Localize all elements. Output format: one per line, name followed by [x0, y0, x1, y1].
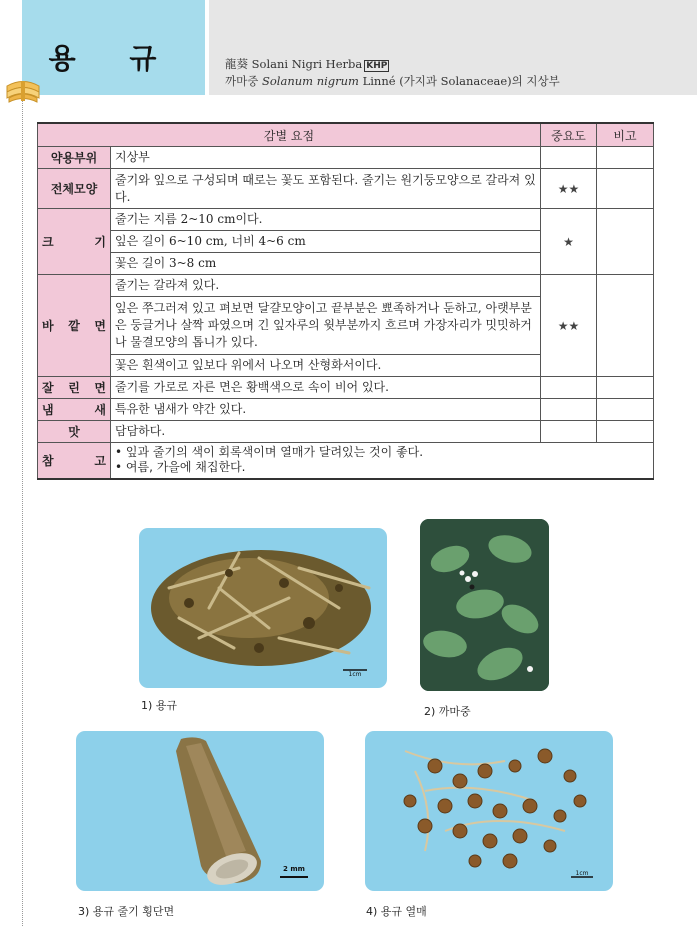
row-text-part: 지상부	[111, 147, 541, 169]
table-row	[38, 443, 654, 479]
origin-suffix: Linné (가지과 Solanaceae)의 지상부	[362, 74, 560, 88]
remarks-cell	[597, 275, 654, 377]
remarks-cell	[597, 421, 654, 443]
row-label-surface: 바 깥 면	[38, 275, 111, 377]
table-row	[38, 147, 654, 169]
dried-herb-illustration	[139, 528, 387, 688]
row-text-note	[111, 443, 654, 479]
title-box	[22, 0, 205, 95]
remarks-cell	[597, 209, 654, 275]
photo-live-plant	[420, 519, 549, 691]
col-header-remarks: 비고	[597, 123, 654, 147]
caption-4: 4) 용규 열매	[366, 905, 427, 918]
table-row	[38, 399, 654, 421]
fruits-illustration	[365, 731, 613, 891]
row-label-shape: 전체모양	[38, 169, 111, 209]
origin-species: Solanum nigrum	[261, 74, 359, 88]
photo-dried-herb	[139, 528, 387, 688]
scale-label-1: 1cm	[348, 671, 362, 678]
importance-shape: ★★	[541, 169, 597, 209]
caption-2: 2) 까마중	[424, 705, 471, 718]
importance-cell	[541, 377, 597, 399]
importance-size: ★	[541, 209, 597, 275]
row-label-note: 참 고	[38, 443, 111, 479]
photo-stem-section	[76, 731, 324, 891]
khp-badge: KHP	[366, 61, 388, 71]
note-line-2: • 여름, 가을에 채집한다.	[115, 460, 246, 475]
identification-table	[37, 122, 654, 480]
live-plant-illustration	[420, 519, 549, 691]
photo-fruits	[365, 731, 613, 891]
row-text-surface-3: 꽃은 흰색이고 잎보다 위에서 나오며 산형화서이다.	[111, 355, 541, 377]
origin-prefix: 까마중	[225, 74, 259, 88]
caption-3: 3) 용규 줄기 횡단면	[78, 905, 175, 918]
caption-1: 1) 용규	[141, 699, 178, 712]
importance-surface: ★★	[541, 275, 597, 377]
scale-label-4: 1cm	[575, 870, 589, 877]
table-row	[38, 169, 654, 209]
row-text-surface-1: 줄기는 갈라져 있다.	[111, 275, 541, 297]
table-row	[38, 275, 654, 297]
remarks-cell	[597, 377, 654, 399]
row-text-shape: 줄기와 잎으로 구성되며 때로는 꽃도 포함된다. 줄기는 원기둥모양으로 갈라져 있다.	[111, 169, 541, 209]
remarks-cell	[597, 147, 654, 169]
row-label-part: 약용부위	[38, 147, 111, 169]
table-row	[38, 377, 654, 399]
origin-line	[225, 73, 560, 89]
row-text-size-2: 잎은 길이 6~10 cm, 너비 4~6 cm	[111, 231, 541, 253]
row-label-size: 크 기	[38, 209, 111, 275]
col-header-importance: 중요도	[541, 123, 597, 147]
row-label-section: 잘 린 면	[38, 377, 111, 399]
latin-name	[225, 56, 389, 72]
row-text-taste: 담담하다.	[111, 421, 541, 443]
scale-label-3: 2 mm	[283, 865, 305, 873]
table-row	[38, 209, 654, 231]
herb-bundle-icon	[4, 72, 42, 106]
remarks-cell	[597, 169, 654, 209]
row-label-taste: 맛	[38, 421, 111, 443]
table-row	[38, 421, 654, 443]
row-text-size-1: 줄기는 지름 2~10 cm이다.	[111, 209, 541, 231]
page-title: 용 규	[48, 42, 179, 75]
importance-cell	[541, 147, 597, 169]
row-text-odor: 특유한 냄새가 약간 있다.	[111, 399, 541, 421]
row-text-size-3: 꽃은 길이 3~8 cm	[111, 253, 541, 275]
remarks-cell	[597, 399, 654, 421]
importance-cell	[541, 399, 597, 421]
col-header-points: 감별 요점	[38, 123, 541, 147]
row-text-surface-2: 잎은 쭈그러져 있고 펴보면 달걀모양이고 끝부분은 뾰족하거나 둔하고, 아랫부분은 둥글거나 살짝 파였으며 긴 잎자루의 윗부분까지 흐르며 가장자리가 밋밋하거나 물결모양의 톱니가 있다.	[111, 297, 541, 355]
row-label-odor: 냄 새	[38, 399, 111, 421]
importance-cell	[541, 421, 597, 443]
row-text-section: 줄기를 가로로 자른 면은 황백색으로 속이 비어 있다.	[111, 377, 541, 399]
table-header-row	[38, 123, 654, 147]
latin-name-text: 龍葵 Solani Nigri Herba	[225, 57, 363, 71]
note-line-1: • 잎과 줄기의 색이 회록색이며 열매가 달려있는 것이 좋다.	[115, 445, 424, 460]
margin-dotted-line	[22, 96, 23, 926]
